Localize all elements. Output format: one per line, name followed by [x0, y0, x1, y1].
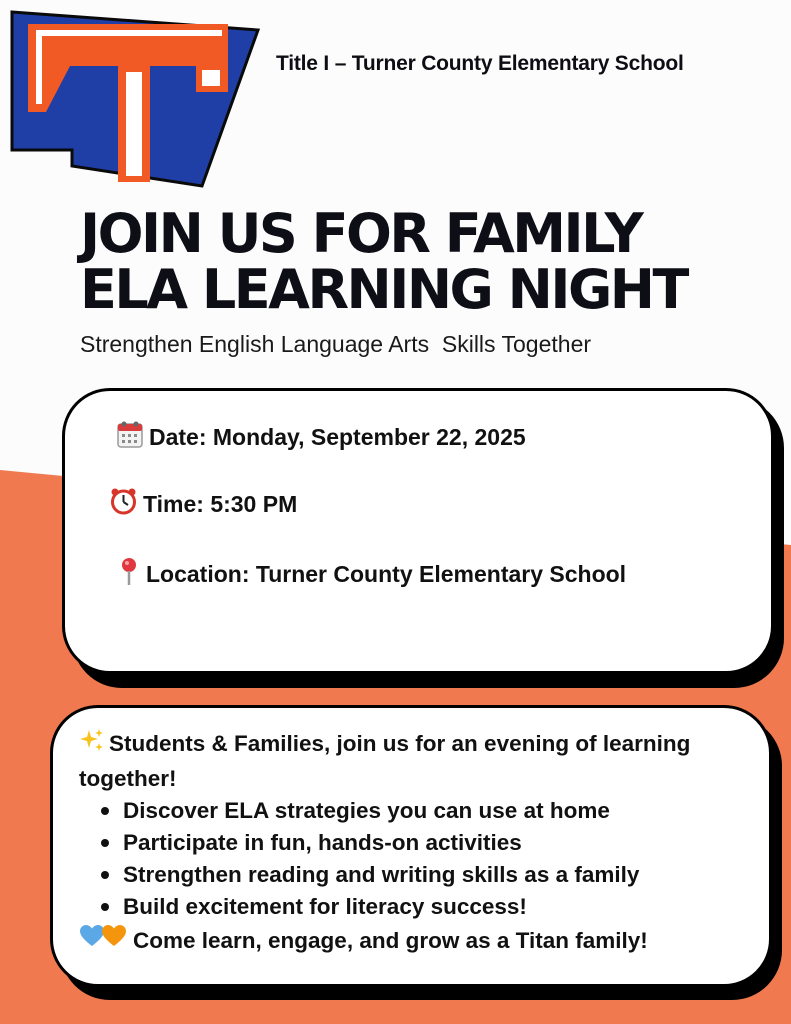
calendar-icon: [117, 420, 143, 454]
titan-t-logo: [0, 0, 270, 200]
list-item: Strengthen reading and writing skills as a family: [123, 859, 729, 891]
list-item: Participate in fun, hands-on activities: [123, 827, 729, 859]
event-time: [110, 487, 297, 521]
details-bullet-list: [79, 795, 729, 923]
event-time-text: Time: 5:30 PM: [143, 490, 298, 517]
details-intro-text: Students & Families, join us for an evening of learning together!: [79, 731, 691, 791]
orange-heart-icon: [101, 924, 127, 957]
details-closing: [79, 924, 729, 957]
event-date-text: Date: Monday, September 22, 2025: [149, 423, 526, 450]
details-closing-text: Come learn, engage, and grow as a Titan family!: [133, 927, 648, 953]
subtitle: Strengthen English Language Arts Skills Together: [80, 331, 592, 357]
alarm-clock-icon: [110, 487, 137, 521]
headline-line-2: ELA LEARNING NIGHT: [80, 258, 687, 321]
list-item: Build excitement for literacy success!: [123, 891, 729, 923]
details-content: [79, 728, 729, 957]
event-location-text: Location: Turner County Elementary School: [146, 560, 627, 587]
sparkles-icon: [79, 728, 105, 763]
school-title: Title I – Turner County Elementary School: [276, 52, 684, 75]
details-intro: [79, 728, 729, 795]
event-location: [118, 556, 626, 592]
location-pin-icon: [118, 556, 140, 592]
list-item: Discover ELA strategies you can use at home: [123, 795, 729, 827]
page-headline: [80, 202, 687, 321]
headline-line-1: JOIN US FOR FAMILY: [80, 202, 642, 265]
event-date: [117, 420, 526, 454]
